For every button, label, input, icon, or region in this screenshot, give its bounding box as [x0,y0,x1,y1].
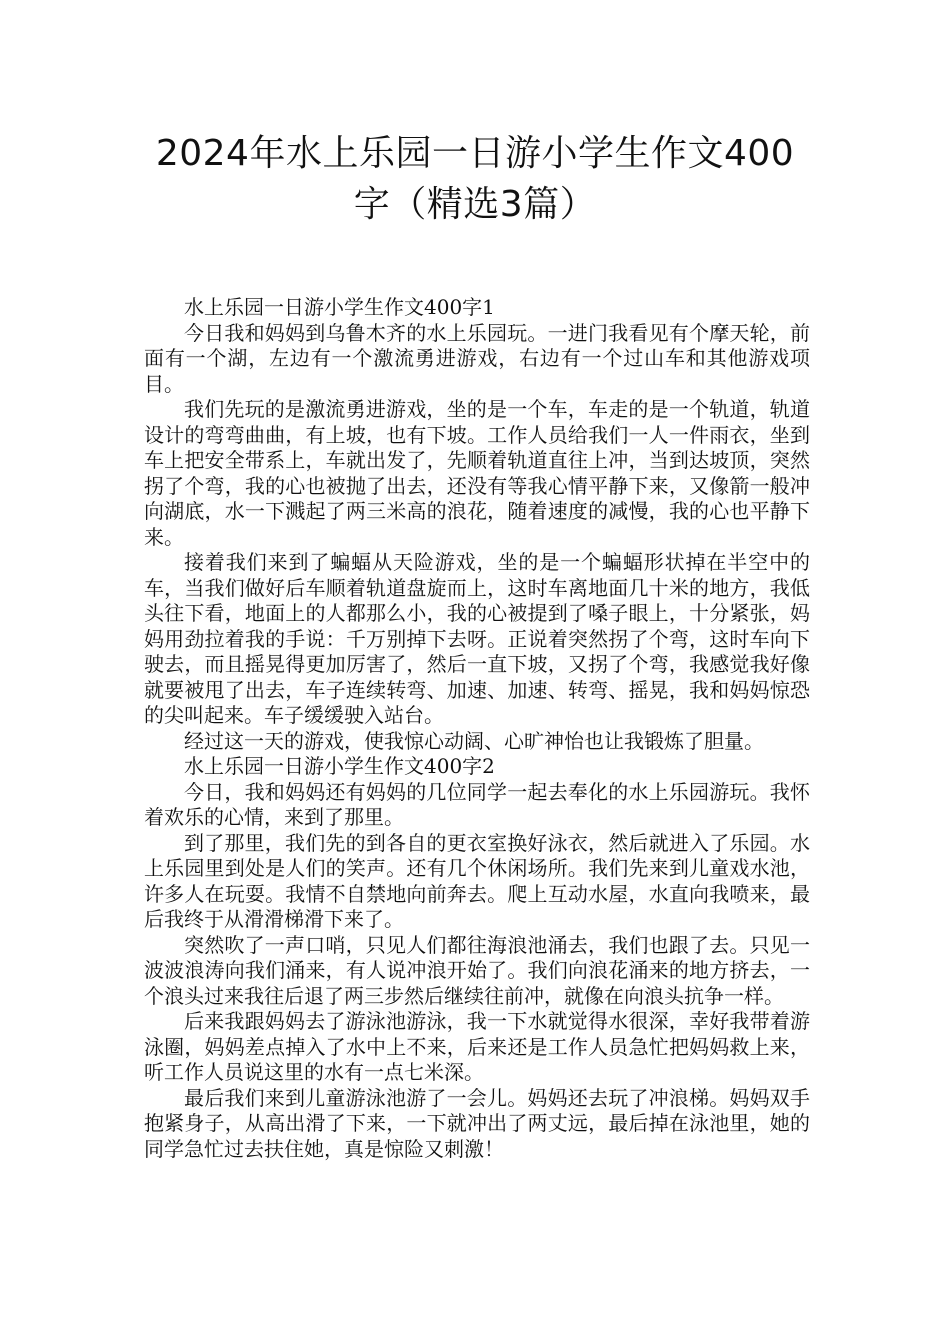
paragraph: 我们先玩的是激流勇进游戏，坐的是一个车，车走的是一个轨道，轨道设计的弯弯曲曲，有上坡，也有下坡。工作人员给我们一人一件雨衣，坐到车上把安全带系上，车就出发了，先顺着轨道直往上冲，当到达坡顶，突然拐了个弯，我的心也被抛了出去，还没有等我心情平静下来，又像箭一般冲向湖底，水一下溅起了两三米高的浪花，随着速度的减慢，我的心也平静下来。 [144,397,810,549]
paragraph: 突然吹了一声口哨，只见人们都往海浪池涌去，我们也跟了去。只见一波波浪涛向我们涌来，有人说冲浪开始了。我们向浪花涌来的地方挤去，一个浪头过来我往后退了两三步然后继续往前冲，就像在向浪头抗争一样。 [144,932,810,1008]
paragraph: 到了那里，我们先的到各自的更衣室换好泳衣，然后就进入了乐园。水上乐园里到处是人们的笑声。还有几个休闲场所。我们先来到儿童戏水池，许多人在玩耍。我情不自禁地向前奔去。爬上互动水屋，水直向我喷来，最后我终于从滑滑梯滑下来了。 [144,830,810,931]
document-body [144,295,810,1162]
document-title [130,128,820,230]
section-heading-2: 水上乐园一日游小学生作文400字2 [184,754,495,778]
paragraph: 接着我们来到了蝙蝠从天险游戏，坐的是一个蝙蝠形状掉在半空中的车，当我们做好后车顺着轨道盘旋而上，这时车离地面几十米的地方，我低头往下看，地面上的人都那么小，我的心被提到了嗓子眼上，十分紧张，妈妈用劲拉着我的手说：千万别掉下去呀。正说着突然拐了个弯，这时车向下驶去，而且摇晃得更加厉害了，然后一直下坡，又拐了个弯，我感觉我好像就要被甩了出去，车子连续转弯、加速、加速、转弯、摇晃，我和妈妈惊恐的尖叫起来。车子缓缓驶入站台。 [144,550,810,727]
section-heading-1: 水上乐园一日游小学生作文400字1 [184,295,495,319]
title-line-1: 2024年水上乐园一日游小学生作文400 [155,133,795,174]
paragraph: 今日，我和妈妈还有妈妈的几位同学一起去奉化的水上乐园游玩。我怀着欢乐的心情，来到了那里。 [144,779,810,829]
paragraph: 后来我跟妈妈去了游泳池游泳，我一下水就觉得水很深，幸好我带着游泳圈，妈妈差点掉入了水中上不来，后来还是工作人员急忙把妈妈救上来，听工作人员说这里的水有一点七米深。 [144,1009,810,1084]
paragraph: 经过这一天的游戏，使我惊心动阔、心旷神怡也让我锻炼了胆量。 [184,728,764,753]
paragraph: 最后我们来到儿童游泳池游了一会儿。妈妈还去玩了冲浪梯。妈妈双手抱紧身子，从高出滑了下来，一下就冲出了两丈远，最后掉在泳池里，她的同学急忙过去扶住她，真是惊险又刺激！ [144,1085,810,1161]
title-line-2: 字（精选3篇） [353,184,597,225]
paragraph: 今日我和妈妈到乌鲁木齐的水上乐园玩。一进门我看见有个摩天轮，前面有一个湖，左边有一个激流勇进游戏，右边有一个过山车和其他游戏项目。 [144,320,810,396]
